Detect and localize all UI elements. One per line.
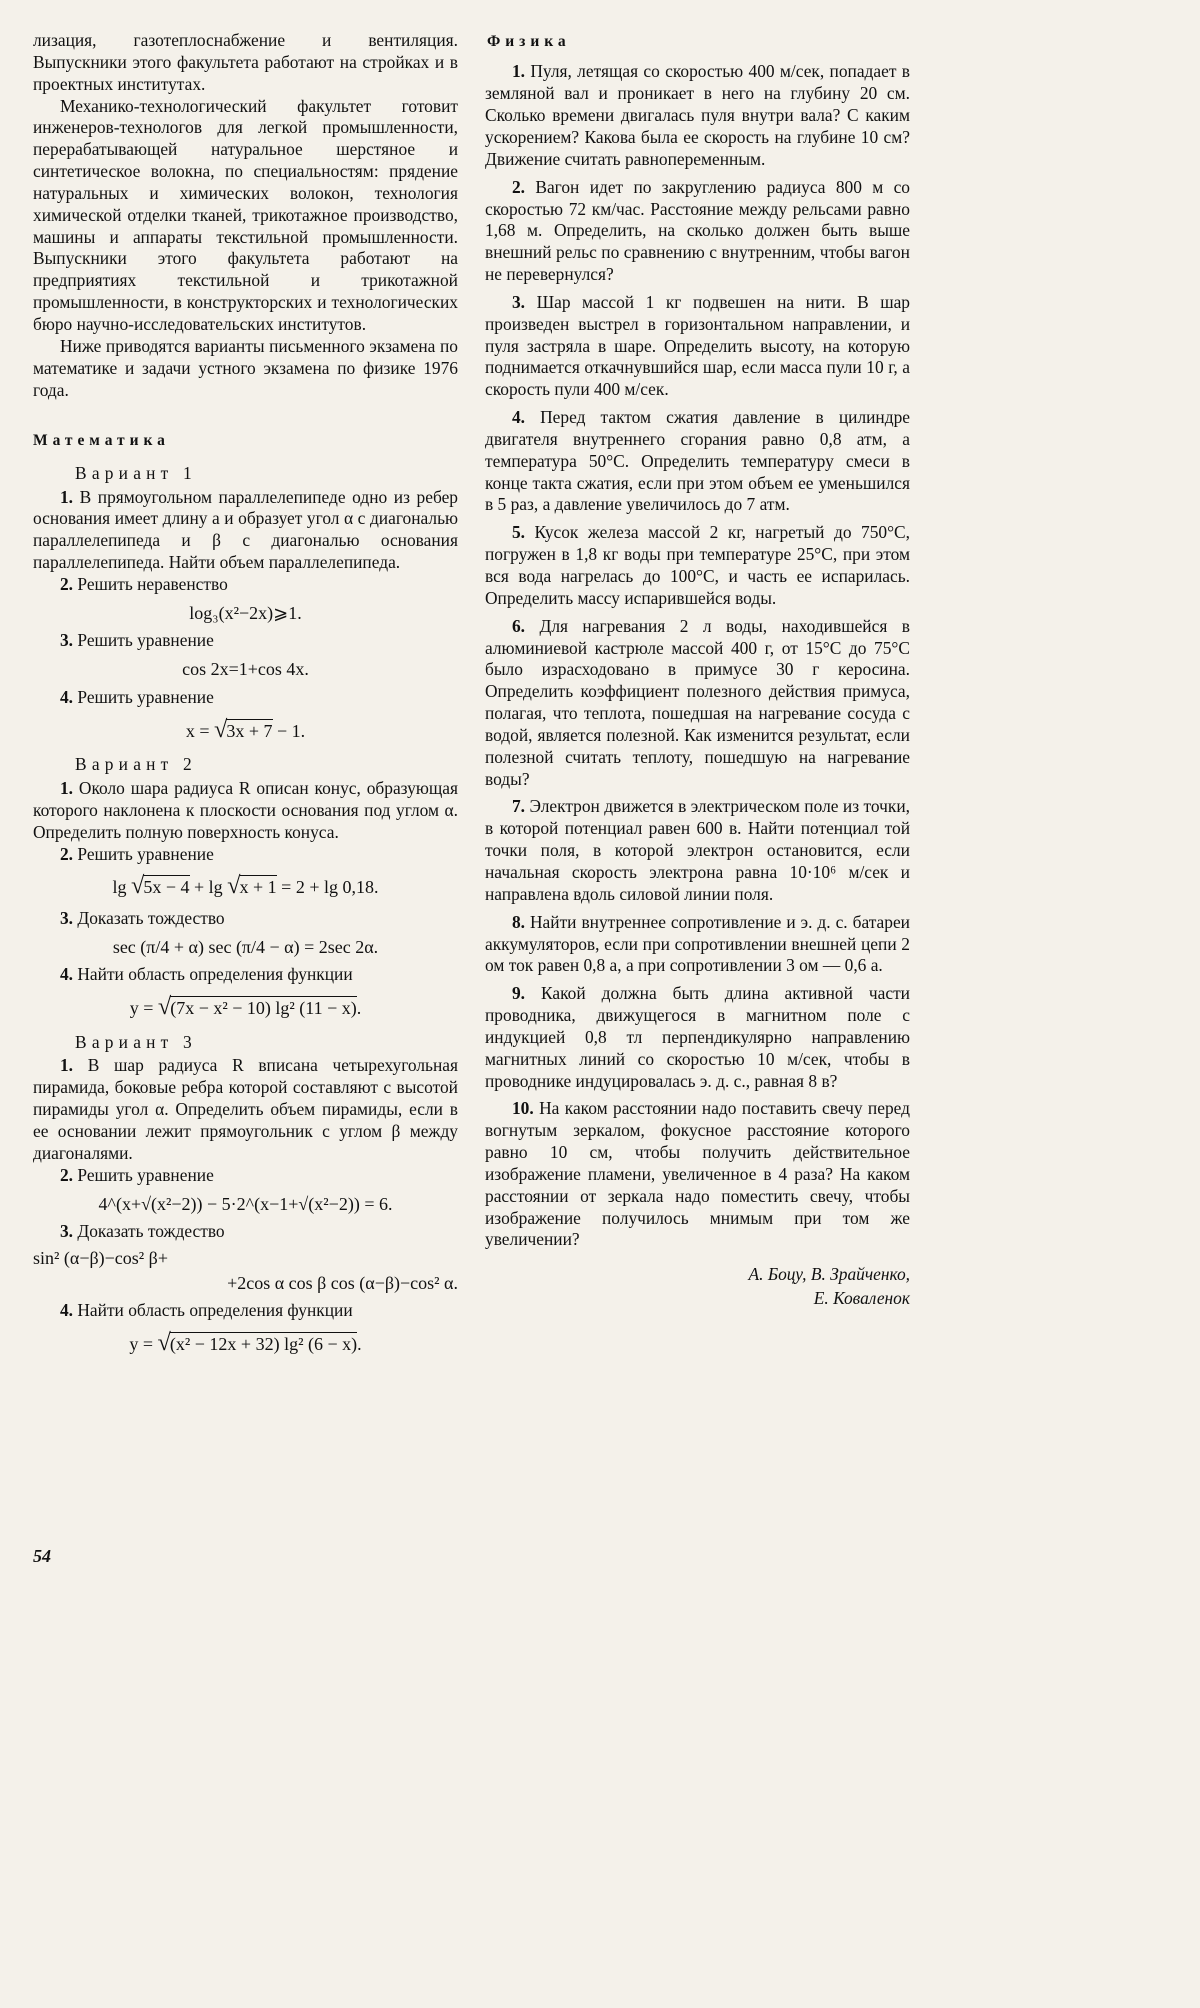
problem-number: 3. — [59, 630, 74, 651]
problem — [33, 908, 458, 930]
physics-problem — [485, 796, 910, 905]
problem — [33, 844, 458, 866]
problem-text: Решить уравнение — [77, 1164, 214, 1185]
problem-number: 10. — [511, 1098, 534, 1119]
formula — [33, 1328, 458, 1358]
formula: cos 2x=1+cos 4x. — [182, 659, 309, 680]
problem — [33, 630, 458, 652]
problem-text: Пуля, летящая со скоростью 400 м/сек, попадает в земляной вал и проникает в него на глубину 20 см. Сколько времени двигалась пуля внутри вала? С каким ускорением? Какова была ее скорость на глубине 10 см? Движение считать равнопеременным. — [485, 61, 910, 169]
radical-sign — [158, 998, 170, 1018]
formula — [33, 715, 458, 745]
formula — [33, 871, 458, 901]
authors-line: А. Боцу, В. Зрайченко, — [748, 1264, 910, 1285]
radicand: x + 1 — [239, 877, 277, 898]
problem-number: 7. — [511, 796, 526, 817]
physics-problem — [485, 61, 910, 170]
formula: 4^(x+√(x²−2)) − 5·2^(x−1+√(x²−2)) = 6. — [98, 1193, 393, 1214]
problem — [33, 1221, 458, 1243]
problem — [33, 1055, 458, 1164]
problem-number: 9. — [511, 983, 526, 1004]
physics-problem — [485, 522, 910, 609]
physics-problem — [485, 912, 910, 978]
problem-text: Найти внутреннее сопротивление и э. д. с. батареи аккумуляторов, если при сопротивлении внешней цепи 2 ом ток равен 0,8 а, а при сопротивлении 3 ом — 0,6 а. — [485, 911, 910, 976]
problem-number: 1. — [59, 1055, 74, 1076]
problem-number: 4. — [59, 1300, 74, 1321]
problem-number: 4. — [59, 964, 74, 985]
problem-text: Доказать тождество — [77, 907, 225, 928]
problem-number: 8. — [511, 911, 526, 932]
problem-text: Перед тактом сжатия давление в цилиндре двигателя внутреннего сгорания равно 0,8 атм, а температура 50°С. Определить температуру смеси в конце такта сжатия, если при этом объем ее уменьшился в 5 раз, а давление увеличилось до 7 атм. — [485, 407, 910, 515]
problem-text: В шар радиуса R вписана четырехугольная пирамида, боковые ребра которой составляют с высотой пирамиды угол α. Определить объем пирамиды, если в ее основании лежит прямоугольник с углом β между диагоналями. — [33, 1055, 458, 1163]
formula: sec (π/4 + α) sec (π/4 − α) = 2sec 2α. — [112, 936, 379, 957]
formula-part: . — [357, 1333, 362, 1354]
intro-paragraph: Ниже приводятся варианты письменного экзамена по математике и задачи устного экзамена по физике 1976 года. — [33, 335, 458, 400]
problem-text: На каком расстоянии надо поставить свечу перед вогнутым зеркалом, фокусное расстояние которого равно 10 см, чтобы получить действительное изображение пламени, увеличенное в 4 раза? На каком расстоянии от зеркала надо поместить свечу, чтобы изображение получилось мнимым при том же увеличении? — [485, 1098, 910, 1250]
problem-number: 2. — [59, 574, 74, 594]
formula-part: y = — [129, 998, 158, 1019]
problem-number: 1. — [59, 778, 74, 799]
page-number: 54 — [33, 1546, 51, 1566]
problem-number: 5. — [511, 522, 526, 543]
formula-part: − 1. — [272, 720, 306, 741]
problem-number: 4. — [511, 407, 526, 428]
problem-number: 3. — [59, 1221, 74, 1242]
problem-text: Какой должна быть длина активной части проводника, движущегося в магнитном поле с индукцией 0,8 тл перпендикулярно направлению магнитных линий со скоростью 10 м/сек, чтобы в проводнике индуцировалась э. д. с., равная 8 в? — [485, 983, 910, 1091]
formula-part: x = — [185, 720, 214, 741]
problem-number: 6. — [511, 615, 526, 636]
authors-line: Е. Коваленок — [813, 1287, 910, 1308]
intro-paragraph: Механико-технологический факультет готовит инженеров-технологов для легкой промышленности, перерабатывающей натуральное шерстяное и синтетическое волокна, по специальностям: прядение натуральных и химических волокон, технология химической отделки тканей, трикотажное производство, машины и аппараты текстильной промышленности. Выпускники этого факультета работают на предприятиях текстильной и трикотажной промышленности, в конструкторских и технологических бюро научно-исследовательских институтов. — [33, 95, 458, 334]
problem — [33, 1300, 458, 1322]
variant-1-title: Вариант 1 — [75, 462, 197, 483]
radical-sign — [214, 721, 226, 741]
physics-problem — [485, 292, 910, 401]
problem-text: Решить уравнение — [77, 686, 214, 707]
problem-text: Шар массой 1 кг подвешен на нити. В шар произведен выстрел в горизонтальном направлении, и пуля застряла в шаре. Определить высоту, на которую поднимается откачнувшийся шар, если масса пули 10 г, а скорость пули 400 м/сек. — [485, 291, 911, 400]
formula-part: lg — [112, 877, 132, 898]
problem-text: Решить уравнение — [77, 630, 214, 651]
variant-3-title: Вариант 3 — [75, 1031, 197, 1052]
radicand: (x² − 12x + 32) lg² (6 − x) — [169, 1333, 358, 1354]
physics-problem — [485, 1098, 910, 1251]
formula-part: y = — [129, 1333, 158, 1354]
problem-number: 4. — [59, 686, 74, 707]
problem — [33, 687, 458, 709]
problem-text: Решить уравнение — [77, 843, 214, 864]
problem-text: Для нагревания 2 л воды, находившейся в алюминиевой кастрюле массой 400 г, от 15°С до 75°С было израсходовано в примусе 30 г керосина. Определить коэффициент полезного действия примуса, полагая, что теплота, пошедшая на нагревание сосуда с водой, является полезной. Как изменится результат, если полезной считать теплоту, пошедшую на нагревание воды? — [485, 615, 910, 789]
physics-problem — [485, 983, 910, 1092]
problem-text: Кусок железа массой 2 кг, нагретый до 750°С, погружен в 1,8 кг воды при температуре 25°С, при этом вся вода нагрелась до 100°С, и часть ее испарилась. Определить массу испарившейся воды. — [485, 522, 910, 608]
problem-text: Электрон движется в электрическом поле из точки, в которой потенциал равен 600 в. Найти потенциал той точки поля, в которой электрон остановится, если начальная скорость электрона равна 10·10⁶ м/сек и направлена вдоль силовой линии поля. — [485, 796, 910, 904]
formula-part: + lg — [189, 877, 228, 898]
authors-byline — [485, 1263, 910, 1310]
problem-text: Доказать тождество — [77, 1221, 225, 1242]
problem-text: Вагон идет по закруглению радиуса 800 м со скоростью 72 км/час. Расстояние между рельсами равно 1,68 м. Определить, на сколько должен быть выше внешний рельс по сравнению с внутренним, чтобы вагон не перевернулся? — [485, 176, 910, 285]
problem-text: В прямоугольном параллелепипеде одно из ребер основания имеет длину a и образует угол α с диагональю параллелепипеда и β с диагональю основания параллелепипеда. Найти объем параллелепипеда. — [33, 486, 458, 573]
physics-problem — [485, 177, 910, 286]
formula — [33, 992, 458, 1022]
physics-section-title: Физика — [487, 33, 571, 50]
problem-number: 2. — [59, 1164, 74, 1185]
radicand: 3x + 7 — [226, 720, 273, 741]
math-section-title: Математика — [33, 432, 170, 450]
left-column — [33, 30, 458, 1364]
problem — [33, 778, 458, 844]
radicand: 5x − 4 — [143, 877, 190, 898]
formula-line: sin² (α−β)−cos² β+ — [33, 1247, 168, 1268]
physics-problem — [485, 616, 910, 791]
physics-problem — [485, 407, 910, 516]
problem-text: Решить неравенство — [77, 574, 228, 594]
radical-sign — [158, 1334, 170, 1354]
intro-paragraph: лизация, газотеплоснабжение и вентиляция. Выпускники этого факультета работают на стройках и в проектных институтах. — [33, 30, 458, 94]
formula-line: +2cos α cos β cos (α−β)−cos² α. — [227, 1272, 458, 1293]
formula-part: = 2 + lg 0,18. — [276, 877, 379, 898]
formula-part: . — [356, 998, 362, 1019]
problem — [33, 1165, 458, 1187]
problem-number: 1. — [511, 61, 526, 82]
radical-sign — [227, 877, 239, 897]
problem — [33, 487, 458, 574]
problem-number: 3. — [59, 907, 74, 928]
radicand: (7x − x² − 10) lg² (11 − x) — [170, 998, 357, 1019]
problem-text: Найти область определения функции — [77, 964, 353, 985]
right-column — [485, 30, 910, 1310]
problem-text: Около шара радиуса R описан конус, образующая которого наклонена к плоскости основания под углом α. Определить полную поверхность конуса. — [33, 778, 458, 842]
variant-2-title: Вариант 2 — [75, 754, 197, 775]
problem-number: 2. — [59, 843, 74, 864]
problem — [33, 964, 458, 986]
problem-text: Найти область определения функции — [77, 1300, 353, 1321]
radical-sign — [131, 877, 143, 897]
formula: log₃(x²−2x)⩾1. — [189, 602, 302, 623]
problem-number: 3. — [511, 291, 526, 312]
problem-number: 1. — [59, 486, 74, 507]
problem — [33, 574, 458, 596]
problem-number: 2. — [511, 176, 526, 197]
